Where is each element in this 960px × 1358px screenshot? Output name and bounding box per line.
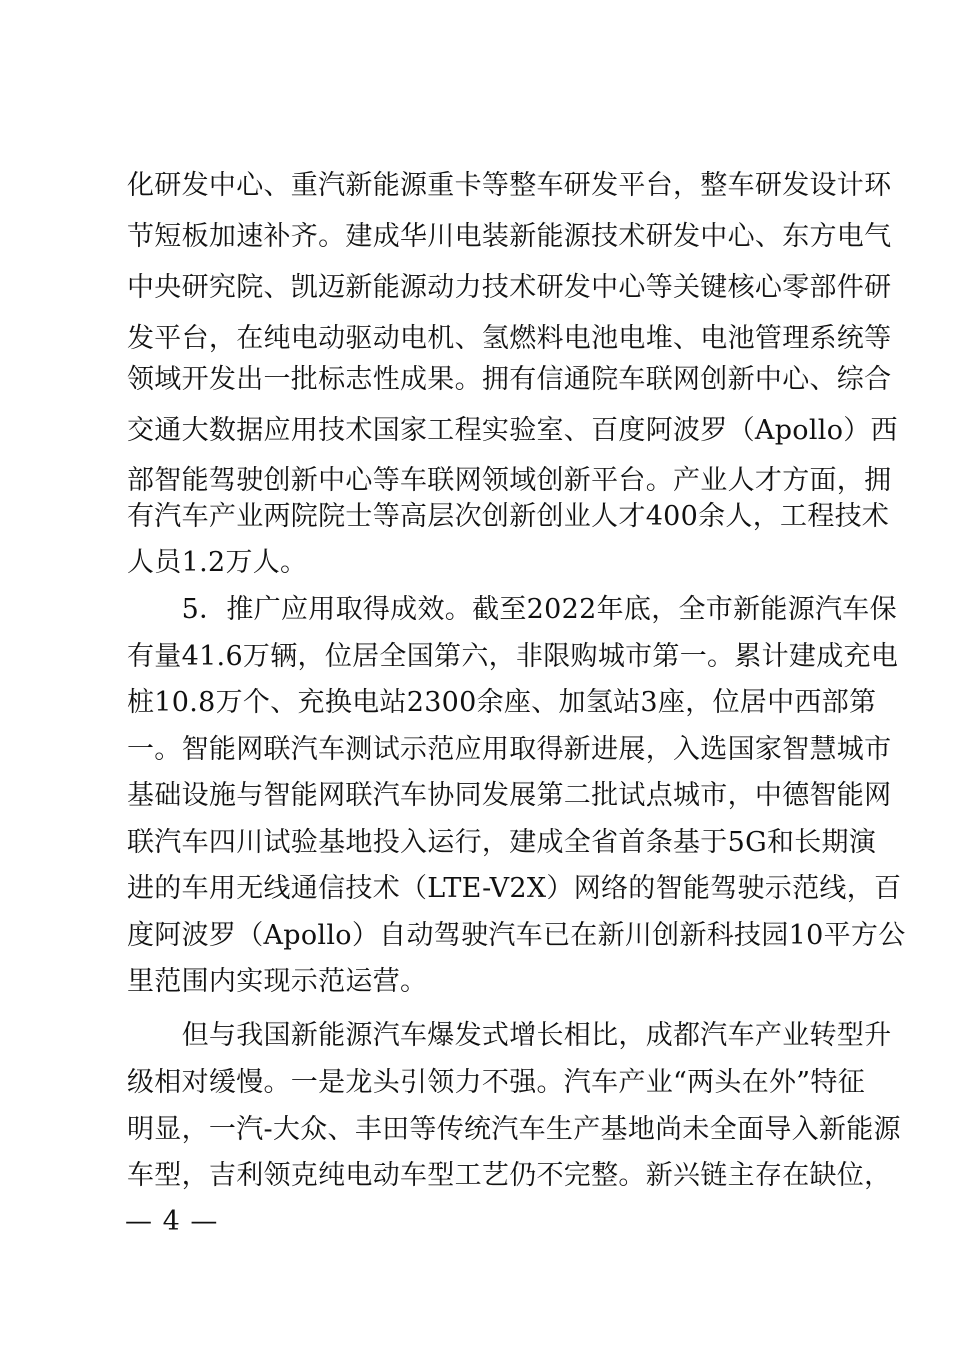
text-line: 领域开发出一批标志性成果。拥有信通院车联网创新中心、综合 bbox=[127, 364, 892, 395]
text-line: 明显，一汽-大众、丰田等传统汽车生产基地尚未全面导入新能源 bbox=[127, 1114, 901, 1145]
text-line: 节短板加速补齐。建成华川电装新能源技术研发中心、东方电气 bbox=[127, 221, 892, 252]
text-line: 部智能驾驶创新中心等车联网领域创新平台。产业人才方面，拥 bbox=[127, 465, 892, 496]
text-line: 交通大数据应用技术国家工程实验室、百度阿波罗（Apollo）西 bbox=[127, 415, 898, 446]
text-line: 但与我国新能源汽车爆发式增长相比，成都汽车产业转型升 bbox=[127, 1020, 892, 1051]
text-line: 度阿波罗（Apollo）自动驾驶汽车已在新川创新科技园10平方公 bbox=[127, 920, 906, 951]
text-line: 有汽车产业两院院士等高层次创新创业人才400余人，工程技术 bbox=[127, 501, 890, 532]
page-number: — 4 — bbox=[125, 1206, 219, 1237]
text-line: 进的车用无线通信技术（LTE-V2X）网络的智能驾驶示范线，百 bbox=[127, 873, 902, 904]
text-line: 有量41.6万辆，位居全国第六，非限购城市第一。累计建成充电 bbox=[127, 641, 899, 672]
text-line: 车型，吉利领克纯电动车型工艺仍不完整。新兴链主存在缺位， bbox=[127, 1160, 892, 1191]
text-line: 化研发中心、重汽新能源重卡等整车研发平台，整车研发设计环 bbox=[127, 170, 892, 201]
text-line: 基础设施与智能网联汽车协同发展第二批试点城市，中德智能网 bbox=[127, 780, 892, 811]
text-line: 级相对缓慢。一是龙头引领力不强。汽车产业“两头在外”特征 bbox=[127, 1067, 866, 1098]
text-line: 一。智能网联汽车测试示范应用取得新进展，入选国家智慧城市 bbox=[127, 734, 892, 765]
text-line: 5．推广应用取得成效。截至2022年底，全市新能源汽车保 bbox=[127, 594, 897, 625]
text-line: 中央研究院、凯迈新能源动力技术研发中心等关键核心零部件研 bbox=[127, 272, 892, 303]
text-line: 发平台，在纯电动驱动电机、氢燃料电池电堆、电池管理系统等 bbox=[127, 323, 892, 354]
text-line: 人员1.2万人。 bbox=[127, 547, 308, 578]
text-line: 里范围内实现示范运营。 bbox=[127, 966, 428, 997]
text-line: 桩10.8万个、充换电站2300余座、加氢站3座，位居中西部第 bbox=[127, 687, 877, 718]
text-line: 联汽车四川试验基地投入运行，建成全省首条基于5G和长期演 bbox=[127, 827, 877, 858]
